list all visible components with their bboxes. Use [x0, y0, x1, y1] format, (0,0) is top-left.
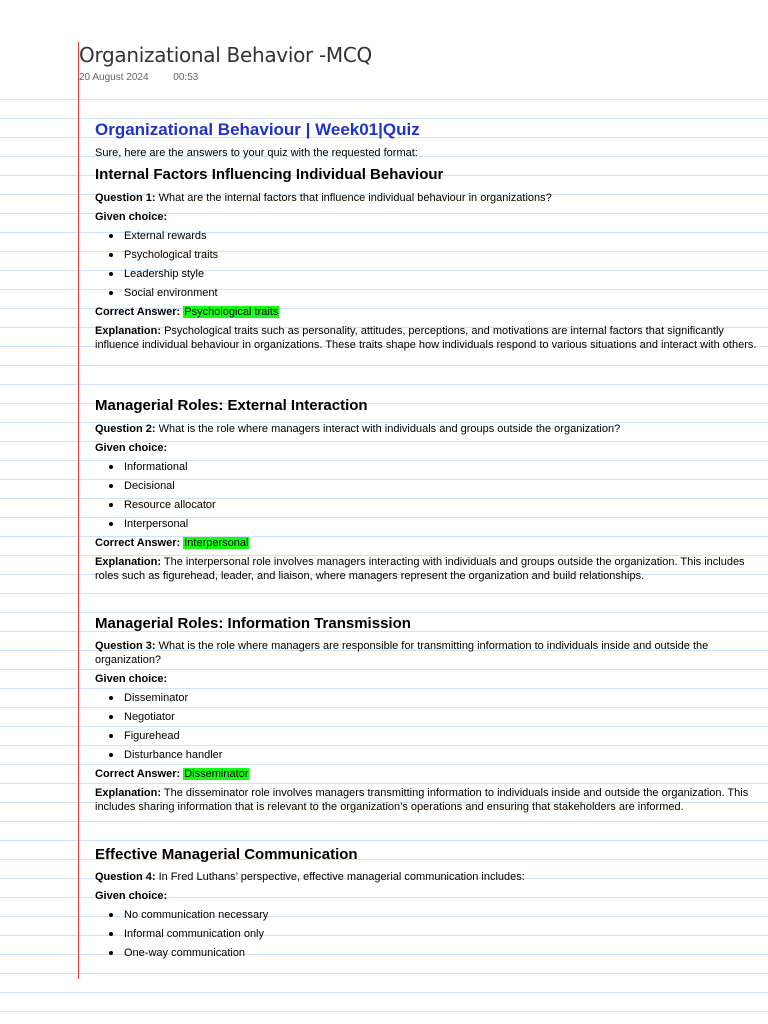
- explanation-body: The disseminator role involves managers transmitting information to individuals inside and outside the organization. This includes sharing information that is relevant to the organization’s operations and ensuring that stakeholders are informed.: [95, 787, 749, 813]
- question-text: [95, 191, 763, 205]
- correct-answer: Correct Answer: Disseminator: [95, 768, 249, 780]
- page-meta: [79, 72, 198, 83]
- list-item: Psychological traits: [95, 248, 218, 267]
- choice-list: [95, 691, 222, 767]
- question-label: Question 3:: [95, 640, 156, 652]
- list-item: Interpersonal: [95, 517, 216, 536]
- section-heading: Effective Managerial Communication: [95, 846, 358, 863]
- explanation: Explanation: Psychological traits such as personality, attitudes, perceptions, and motivations are internal factors that significantly influence individual behaviour in organizations. These traits shape how individuals respond to various situations and interact with others.: [95, 325, 757, 351]
- question-body: What is the role where managers are responsible for transmitting information to individuals inside and outside the organization?: [95, 640, 709, 666]
- highlighted-answer: Interpersonal: [184, 537, 249, 549]
- choice-list: [95, 460, 216, 536]
- highlighted-answer: Psychological traits: [184, 306, 279, 318]
- question-body: In Fred Luthans’ perspective, effective managerial communication includes:: [158, 871, 525, 883]
- correct-answer: Correct Answer: Interpersonal: [95, 537, 249, 549]
- page-time: 00:53: [173, 72, 199, 83]
- list-item: Informational: [95, 460, 216, 479]
- list-item: Decisional: [95, 479, 216, 498]
- choice-list: [95, 908, 268, 965]
- question-label: Question 2:: [95, 423, 156, 435]
- given-choice-label: Given choice:: [95, 211, 168, 223]
- choice-list: [95, 229, 218, 305]
- margin-line: [78, 42, 79, 979]
- given-choice-label: Given choice:: [95, 442, 168, 454]
- list-item: Informal communication only: [95, 927, 268, 946]
- explanation-body: Psychological traits such as personality, attitudes, perceptions, and motivations are internal factors that significantly influence individual behaviour in organizations. These traits shape how individuals respond to various situations and interact with others.: [95, 325, 757, 351]
- question-body: What is the role where managers interact with individuals and groups outside the organization?: [158, 423, 621, 435]
- question-label: Question 1:: [95, 192, 156, 204]
- list-item: External rewards: [95, 229, 218, 248]
- list-item: Resource allocator: [95, 498, 216, 517]
- list-item: Figurehead: [95, 729, 222, 748]
- list-item: One-way communication: [95, 946, 268, 965]
- list-item: Disseminator: [95, 691, 222, 710]
- explanation-body: The interpersonal role involves managers interacting with individuals and groups outside the organization. This includes roles such as figurehead, leader, and liaison, where managers represent the organization and build relationships.: [95, 556, 745, 582]
- question-text: [95, 422, 763, 436]
- section-heading: Managerial Roles: Information Transmission: [95, 615, 411, 632]
- question-text: [95, 870, 763, 884]
- list-item: Negotiator: [95, 710, 222, 729]
- given-choice-label: Given choice:: [95, 890, 168, 902]
- highlighted-answer: Disseminator: [184, 768, 249, 780]
- question-body: What are the internal factors that influence individual behaviour in organizations?: [158, 192, 552, 204]
- explanation: Explanation: The interpersonal role involves managers interacting with individuals and groups outside the organization. This includes roles such as figurehead, leader, and liaison, where managers represent the organization and build relationships.: [95, 556, 745, 582]
- list-item: Leadership style: [95, 267, 218, 286]
- question-label: Question 4:: [95, 871, 156, 883]
- list-item: Disturbance handler: [95, 748, 222, 767]
- section-heading: Managerial Roles: External Interaction: [95, 397, 368, 414]
- intro-text: Sure, here are the answers to your quiz with the requested format:: [95, 147, 418, 159]
- given-choice-label: Given choice:: [95, 673, 168, 685]
- list-item: Social environment: [95, 286, 218, 305]
- explanation: Explanation: The disseminator role involves managers transmitting information to individuals inside and outside the organization. This includes sharing information that is relevant to the organization’s operations and ensuring that stakeholders are informed.: [95, 787, 749, 813]
- list-item: No communication necessary: [95, 908, 268, 927]
- page-title[interactable]: Organizational Behavior -MCQ: [79, 43, 372, 67]
- quiz-title: Organizational Behaviour | Week01|Quiz: [95, 120, 420, 139]
- correct-answer: Correct Answer: Psychological traits: [95, 306, 279, 318]
- question-text: [95, 639, 763, 667]
- section-heading: Internal Factors Influencing Individual Behaviour: [95, 166, 444, 183]
- page-date: 20 August 2024: [79, 72, 149, 83]
